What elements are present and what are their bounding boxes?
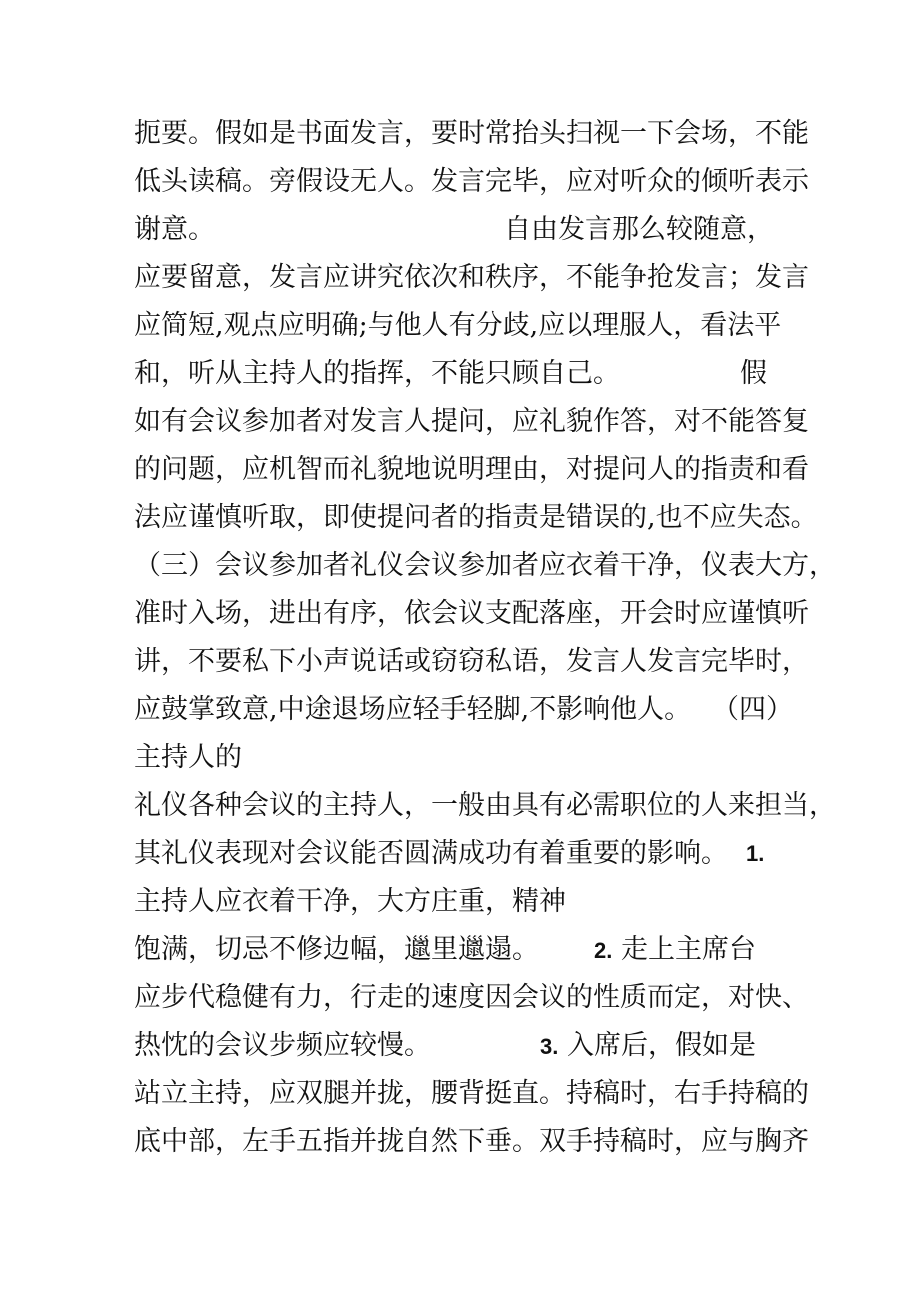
text-line-4 [134, 254, 814, 302]
text-line-13 [134, 686, 814, 734]
text-line-8 [134, 446, 814, 494]
text-line-16 [134, 830, 814, 878]
text-segment: 谢意。 [134, 214, 215, 245]
text-line-10 [134, 542, 836, 590]
text-segment: 主持人应衣着干净，大方庄重，精神 [134, 886, 566, 917]
text-segment: 准时入场，进出有序，依会议支配落座，开会时应谨慎听 [134, 598, 809, 629]
text-segment: 底中部，左手五指并拢自然下垂。双手持稿时，应与胸齐 [134, 1126, 809, 1157]
text-segment: 站立主持，应双腿并拢，腰背挺直。持稿时，右手持稿的 [134, 1078, 809, 1109]
text-segment: 饱满，切忌不修边幅，邋里邋遢。 [134, 934, 539, 965]
text-segment-tail: 自由发言那么较随意， [504, 214, 774, 245]
text-segment: 的问题，应机智而礼貌地说明理由，对提问人的指责和看 [134, 454, 809, 485]
text-line-9 [134, 494, 818, 542]
text-line-6 [134, 350, 814, 398]
text-line-17 [134, 878, 814, 926]
text-line-20 [134, 1022, 814, 1070]
text-line-2 [134, 158, 814, 206]
text-segment: 热忱的会议步频应较慢。 [134, 1030, 431, 1061]
text-segment: 应简短,观点应明确;与他人有分歧,应以理服人，看法平 [134, 310, 782, 341]
text-line-21 [134, 1070, 814, 1118]
text-line-5 [134, 302, 814, 350]
text-line-19 [134, 974, 814, 1022]
text-line-18 [134, 926, 814, 974]
text-segment: 其礼仪表现对会议能否圆满成功有着重要的影响。 [134, 838, 728, 869]
body-text [134, 110, 836, 1166]
list-number: 3. [540, 1034, 559, 1059]
text-segment: 法应谨慎听取，即使提问者的指责是错误的,也不应失态。 [134, 502, 818, 533]
text-segment: 扼要。假如是书面发言，要时常抬头扫视一下会场，不能 [134, 118, 809, 149]
text-line-14 [134, 734, 814, 782]
text-segment: 和，听从主持人的指挥，不能只顾自己。 [134, 358, 620, 389]
text-line-22 [134, 1118, 814, 1166]
text-line-12 [134, 638, 814, 686]
text-segment-tail: 假 [740, 358, 767, 389]
list-item-inline [594, 926, 756, 975]
text-segment-tail: （四） [712, 694, 793, 725]
text-segment: 礼仪各种会议的主持人，一般由具有必需职位的人来担当， [134, 790, 836, 821]
list-number: 1. [746, 841, 765, 866]
list-item-inline [540, 1022, 756, 1071]
text-segment-tail: 入席后，假如是 [566, 1030, 756, 1061]
text-segment: 应要留意，发言应讲究依次和秩序，不能争抢发言；发言 [134, 262, 809, 293]
text-line-3 [134, 206, 814, 254]
text-line-1 [134, 110, 814, 158]
text-segment: 低头读稿。旁假设无人。发言完毕，应对听众的倾听表示 [134, 166, 809, 197]
text-segment: 如有会议参加者对发言人提问，应礼貌作答，对不能答复 [134, 406, 809, 437]
text-line-15 [134, 782, 836, 830]
text-segment: 讲，不要私下小声说话或窃窃私语，发言人发言完毕时， [134, 646, 809, 677]
text-segment-tail: 走上主席台 [620, 934, 756, 965]
text-line-11 [134, 590, 814, 638]
text-segment: 应鼓掌致意,中途退场应轻手轻脚,不影响他人。 [134, 694, 692, 725]
text-segment: 主持人的 [134, 742, 242, 773]
text-segment: 应步代稳健有力，行走的速度因会议的性质而定，对快、 [134, 982, 809, 1013]
text-segment: （三）会议参加者礼仪会议参加者应衣着干净，仪表大方， [134, 550, 836, 581]
text-line-7 [134, 398, 814, 446]
list-number: 2. [594, 938, 613, 963]
